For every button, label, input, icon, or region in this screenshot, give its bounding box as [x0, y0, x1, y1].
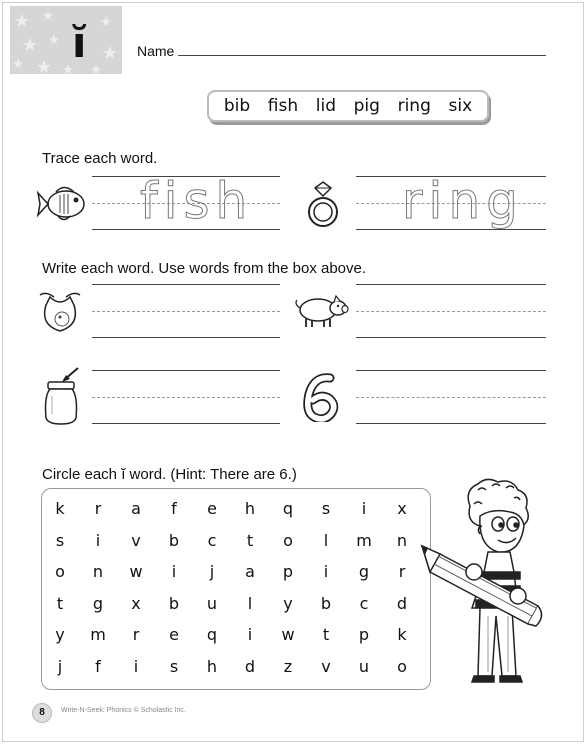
grid-letter[interactable]: u	[358, 656, 370, 676]
grid-letter[interactable]: y	[283, 593, 293, 613]
grid-letter[interactable]: u	[206, 593, 218, 613]
grid-letter[interactable]: d	[244, 656, 256, 676]
grid-letter[interactable]: x	[397, 499, 407, 518]
grid-letter[interactable]: q	[282, 499, 294, 518]
grid-letter[interactable]: r	[132, 625, 140, 644]
grid-letter[interactable]: k	[55, 499, 65, 518]
grid-letter[interactable]: v	[321, 656, 331, 676]
write-lines-six[interactable]	[356, 370, 546, 426]
grid-letter[interactable]: t	[56, 593, 64, 613]
word-bank-item: bib	[223, 96, 251, 116]
grid-letter[interactable]: t	[246, 530, 254, 550]
copyright-credit: Write-N-Seek: Phonics © Scholastic Inc.	[61, 707, 186, 714]
word-bank-item: ring	[397, 96, 431, 116]
trace-word-fish[interactable]: fish	[140, 172, 254, 230]
grid-letter[interactable]: i	[133, 656, 139, 676]
grid-letter[interactable]: e	[207, 499, 217, 518]
boy-with-pencil-illustration	[418, 476, 548, 686]
star-pattern	[10, 6, 122, 74]
grid-letter[interactable]: s	[55, 530, 65, 550]
grid-letter[interactable]: i	[247, 625, 253, 644]
search-instructions: Circle each ĭ word. (Hint: There are 6.)	[42, 466, 297, 483]
grid-letter[interactable]: d	[396, 593, 408, 613]
write-lines-pig[interactable]	[356, 284, 546, 340]
grid-letter[interactable]: f	[171, 499, 177, 518]
grid-letter[interactable]: r	[94, 499, 102, 518]
grid-letter[interactable]: b	[168, 593, 180, 613]
grid-letter[interactable]: n	[92, 562, 104, 581]
grid-letter[interactable]: w	[281, 625, 295, 644]
bib-icon	[36, 289, 84, 335]
name-label: Name	[137, 43, 175, 59]
grid-letter[interactable]: s	[321, 499, 331, 518]
grid-letter[interactable]: t	[322, 625, 330, 644]
grid-letter[interactable]: p	[282, 562, 294, 581]
write-lines-bib[interactable]	[92, 284, 280, 340]
grid-letter[interactable]: l	[323, 530, 329, 550]
grid-letter[interactable]: m	[356, 530, 372, 550]
grid-letter[interactable]: a	[245, 562, 255, 581]
grid-letter[interactable]: s	[169, 656, 179, 676]
grid-letter[interactable]: h	[206, 656, 218, 676]
word-bank-item: fish	[267, 96, 299, 116]
fish-icon	[36, 183, 88, 227]
trace-word-ring[interactable]: ring	[402, 172, 524, 230]
word-bank-item: lid	[315, 96, 336, 116]
grid-letter[interactable]: r	[398, 562, 406, 581]
grid-letter[interactable]: i	[323, 562, 329, 581]
grid-letter[interactable]: j	[209, 562, 215, 581]
grid-letter[interactable]: f	[95, 656, 101, 676]
grid-letter[interactable]: o	[397, 656, 407, 676]
grid-letter[interactable]: m	[90, 625, 106, 644]
grid-letter[interactable]: l	[247, 593, 253, 613]
grid-letter[interactable]: i	[361, 499, 367, 518]
grid-letter[interactable]: e	[169, 625, 179, 644]
word-search-grid[interactable]	[41, 488, 431, 690]
grid-letter[interactable]: q	[206, 625, 218, 644]
grid-letter[interactable]: p	[358, 625, 370, 644]
name-field[interactable]	[178, 55, 546, 56]
grid-letter[interactable]: i	[171, 562, 177, 581]
grid-letter[interactable]: x	[131, 593, 141, 613]
word-bank	[207, 90, 489, 122]
write-instructions: Write each word. Use words from the box above.	[42, 260, 367, 277]
grid-letter[interactable]: a	[131, 499, 141, 518]
letter-tab	[10, 6, 122, 74]
grid-letter[interactable]: z	[283, 656, 293, 676]
grid-letter[interactable]: n	[396, 530, 408, 550]
jar-lid-icon	[40, 366, 84, 428]
grid-letter[interactable]: k	[397, 625, 407, 644]
grid-letter[interactable]: o	[283, 530, 293, 550]
word-bank-item: pig	[353, 96, 380, 116]
target-letter: ĭ	[72, 18, 87, 67]
write-lines-lid[interactable]	[92, 370, 280, 426]
grid-letter[interactable]: g	[358, 562, 370, 581]
six-icon	[300, 372, 342, 422]
grid-letter[interactable]: g	[92, 593, 104, 613]
grid-letter[interactable]: j	[57, 656, 63, 676]
grid-letter[interactable]: i	[95, 530, 101, 550]
ring-icon	[305, 180, 341, 228]
word-bank-item: six	[448, 96, 473, 116]
grid-letter[interactable]: y	[55, 625, 65, 644]
grid-letter[interactable]: c	[359, 593, 369, 613]
pig-icon	[292, 292, 350, 330]
trace-instructions: Trace each word.	[42, 150, 158, 167]
grid-letter[interactable]: o	[55, 562, 65, 581]
grid-letter[interactable]: v	[131, 530, 141, 550]
grid-letter[interactable]: b	[168, 530, 180, 550]
grid-letter[interactable]: c	[207, 530, 217, 550]
grid-letter[interactable]: h	[244, 499, 256, 518]
grid-letter[interactable]: b	[320, 593, 332, 613]
page-number: 8	[32, 703, 52, 723]
grid-letter[interactable]: w	[129, 562, 143, 581]
